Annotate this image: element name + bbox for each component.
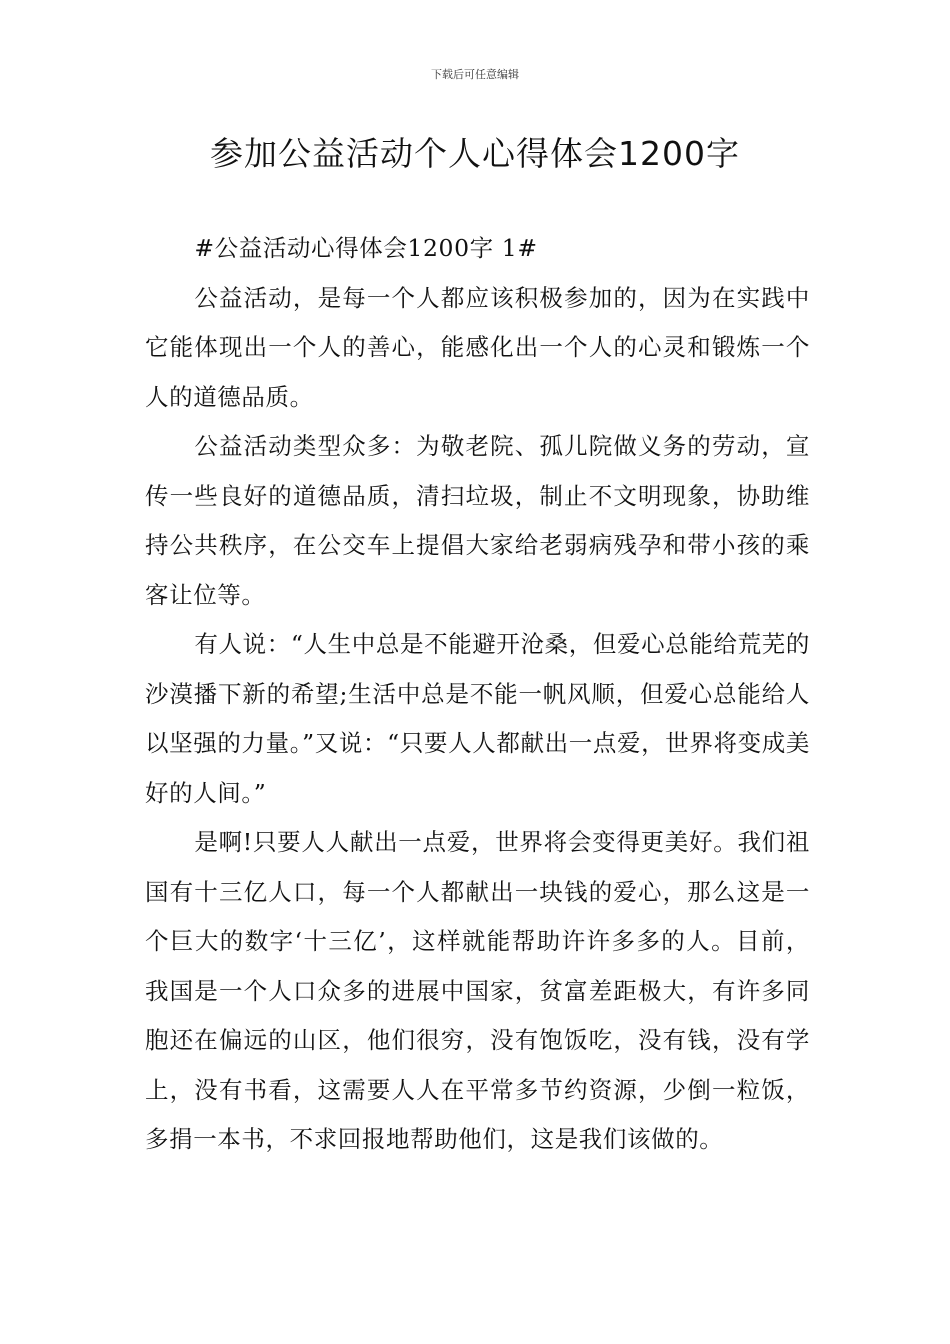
paragraph-2: 公益活动类型众多：为敬老院、孤儿院做义务的劳动，宣传一些良好的道德品质，清扫垃圾，制止不文明现象，协助维持公共秩序，在公交车上提倡大家给老弱病残孕和带小孩的乘客让位等。 [145,432,810,609]
paragraph-3: 有人说：“人生中总是不能避开沧桑，但爱心总能给荒芜的沙漠播下新的希望;生活中总是不能一帆风顺，但爱心总能给人以坚强的力量。”又说：“只要人人都献出一点爱，世界将变成美好的人间。” [145,630,810,807]
paragraph-1: 公益活动，是每一个人都应该积极参加的，因为在实践中它能体现出一个人的善心，能感化出一个人的心灵和锻炼一个人的道德品质。 [145,283,810,411]
document-body [145,224,810,1165]
paragraph-4: 是啊!只要人人献出一点爱，世界将会变得更美好。我们祖国有十三亿人口，每一个人都献出一块钱的爱心，那么这是一个巨大的数字‘十三亿’，这样就能帮助许许多多的人。目前，我国是一个人口众多的进展中国家，贫富差距极大，有许多同胞还在偏远的山区，他们很穷，没有饱饭吃，没有钱，没有学上，没有书看，这需要人人在平常多节约资源，少倒一粒饭，多捐一本书，不求回报地帮助他们，这是我们该做的。 [145,828,810,1153]
section-heading: #公益活动心得体会1200字 1# [194,234,538,262]
header-note: 下载后可任意编辑 [431,68,519,81]
document-title: 参加公益活动个人心得体会1200字 [210,134,740,173]
